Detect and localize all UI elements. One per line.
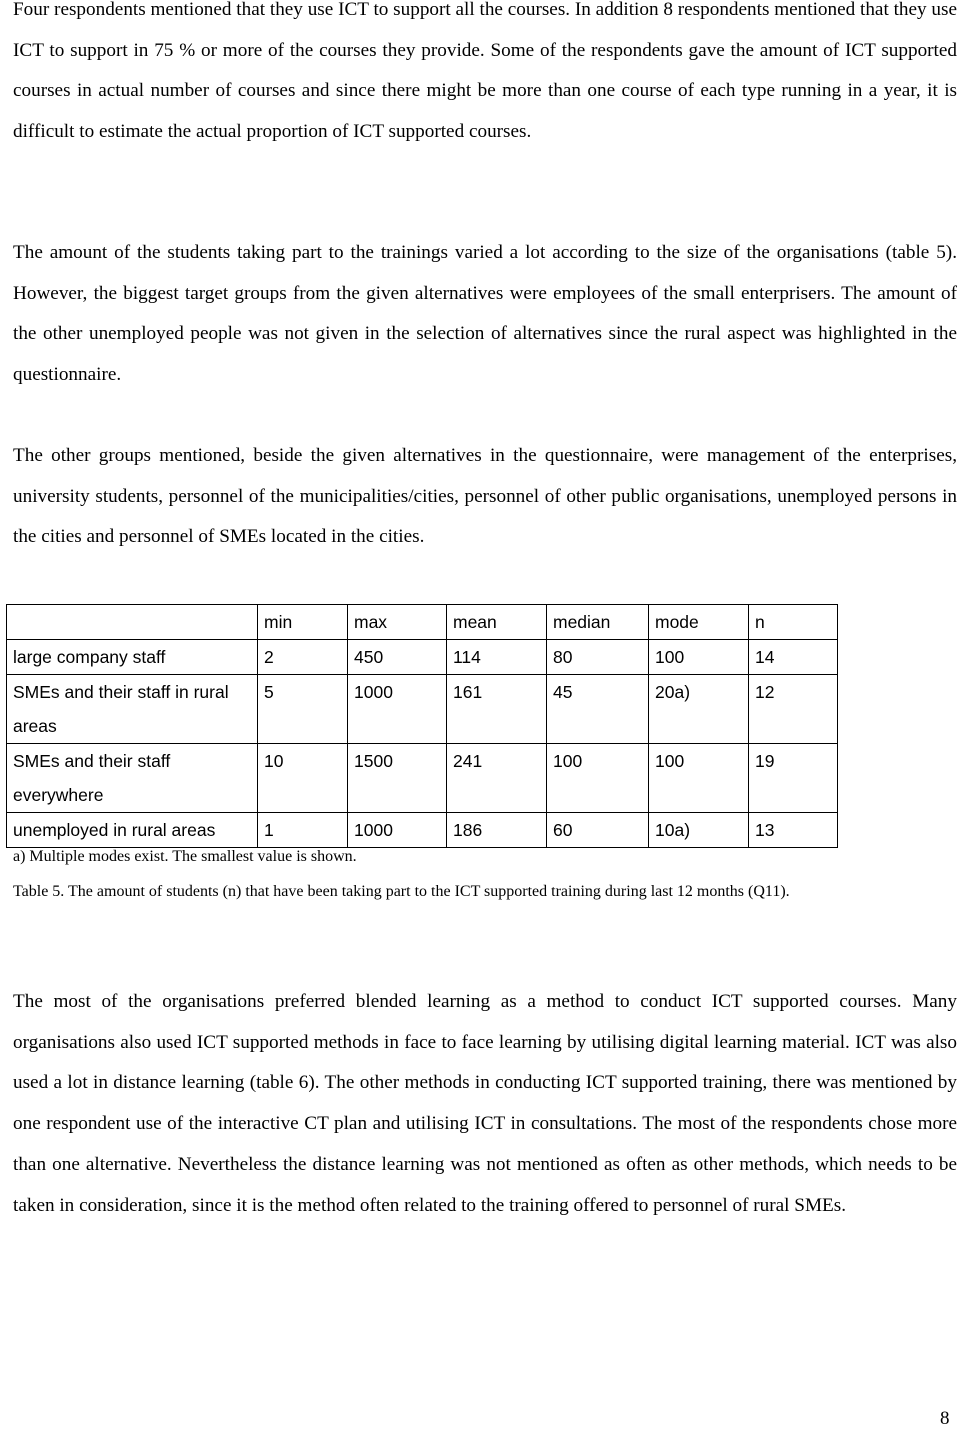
table-footnote: a) Multiple modes exist. The smallest value is shown. <box>13 848 357 865</box>
table-cell: 1000 <box>348 675 447 744</box>
table-cell: 45 <box>547 675 649 744</box>
table-header-cell <box>7 605 258 640</box>
table-header-cell: min <box>258 605 348 640</box>
students-table <box>6 604 838 848</box>
paragraph-blended-learning: The most of the organisations preferred blended learning as a method to conduct ICT supported courses. Many organisations also used ICT supported methods in face to face learning by utilising digital learning material. ICT was also used a lot in distance learning (table 6). The other methods in conducting ICT supported training, there was mentioned by one respondent use of the interactive CT plan and utilising ICT in consultations. The most of the respondents chose more than one alternative. Nevertheless the distance learning was not mentioned as often as other methods, which needs to be taken in consideration, since it is the method often related to the training offered to personnel of rural SMEs. <box>13 991 957 1216</box>
table-cell: 450 <box>348 640 447 675</box>
table-cell: 100 <box>649 640 749 675</box>
table-cell: 60 <box>547 813 649 848</box>
table-cell: 161 <box>447 675 547 744</box>
table-cell: 241 <box>447 744 547 813</box>
table-cell: SMEs and their staff in rural areas <box>7 675 258 744</box>
table-header-cell: mean <box>447 605 547 640</box>
table-cell: 10a) <box>649 813 749 848</box>
table-cell: 186 <box>447 813 547 848</box>
table-cell: SMEs and their staff everywhere <box>7 744 258 813</box>
table-header-row <box>7 605 838 640</box>
table-cell: 1 <box>258 813 348 848</box>
paragraph-students-amount: The amount of the students taking part to the trainings varied a lot according to the size of the organisations (table 5). However, the biggest target groups from the given alternatives were employees of the small enterprisers. The amount of the other unemployed people was not given in the selection of alternatives since the rural aspect was highlighted in the questionnaire. <box>13 242 957 386</box>
table-cell: 100 <box>649 744 749 813</box>
table-cell: 5 <box>258 675 348 744</box>
table-cell: 19 <box>749 744 838 813</box>
table-row <box>7 675 838 744</box>
table-cell: unemployed in rural areas <box>7 813 258 848</box>
table-header-cell: n <box>749 605 838 640</box>
table-row <box>7 744 838 813</box>
table-cell: 100 <box>547 744 649 813</box>
table-header-cell: median <box>547 605 649 640</box>
page-number: 8 <box>940 1408 950 1429</box>
table-row <box>7 813 838 848</box>
table-cell: 114 <box>447 640 547 675</box>
table-cell: 80 <box>547 640 649 675</box>
table-cell: 12 <box>749 675 838 744</box>
table-row <box>7 640 838 675</box>
table-cell: 20a) <box>649 675 749 744</box>
table-header-cell: mode <box>649 605 749 640</box>
table-caption: Table 5. The amount of students (n) that have been taking part to the ICT supported training during last 12 months (Q11). <box>13 883 790 900</box>
table-cell: 14 <box>749 640 838 675</box>
paragraph-ict-courses: Four respondents mentioned that they use ICT to support all the courses. In addition 8 respondents mentioned that they use ICT to support in 75 % or more of the courses they provide. Some of the respondents gave the amount of ICT supported courses in actual number of courses and since there might be more than one course of each type running in a year, it is difficult to estimate the actual proportion of ICT supported courses. <box>13 0 957 143</box>
table-cell: 1000 <box>348 813 447 848</box>
table-cell: large company staff <box>7 640 258 675</box>
table-header-cell: max <box>348 605 447 640</box>
paragraph-other-groups: The other groups mentioned, beside the given alternatives in the questionnaire, were management of the enterprises, university students, personnel of the municipalities/cities, personnel of other public organisations, unemployed persons in the cities and personnel of SMEs located in the cities. <box>13 445 957 548</box>
table-cell: 1500 <box>348 744 447 813</box>
table-cell: 2 <box>258 640 348 675</box>
table-cell: 10 <box>258 744 348 813</box>
table-cell: 13 <box>749 813 838 848</box>
